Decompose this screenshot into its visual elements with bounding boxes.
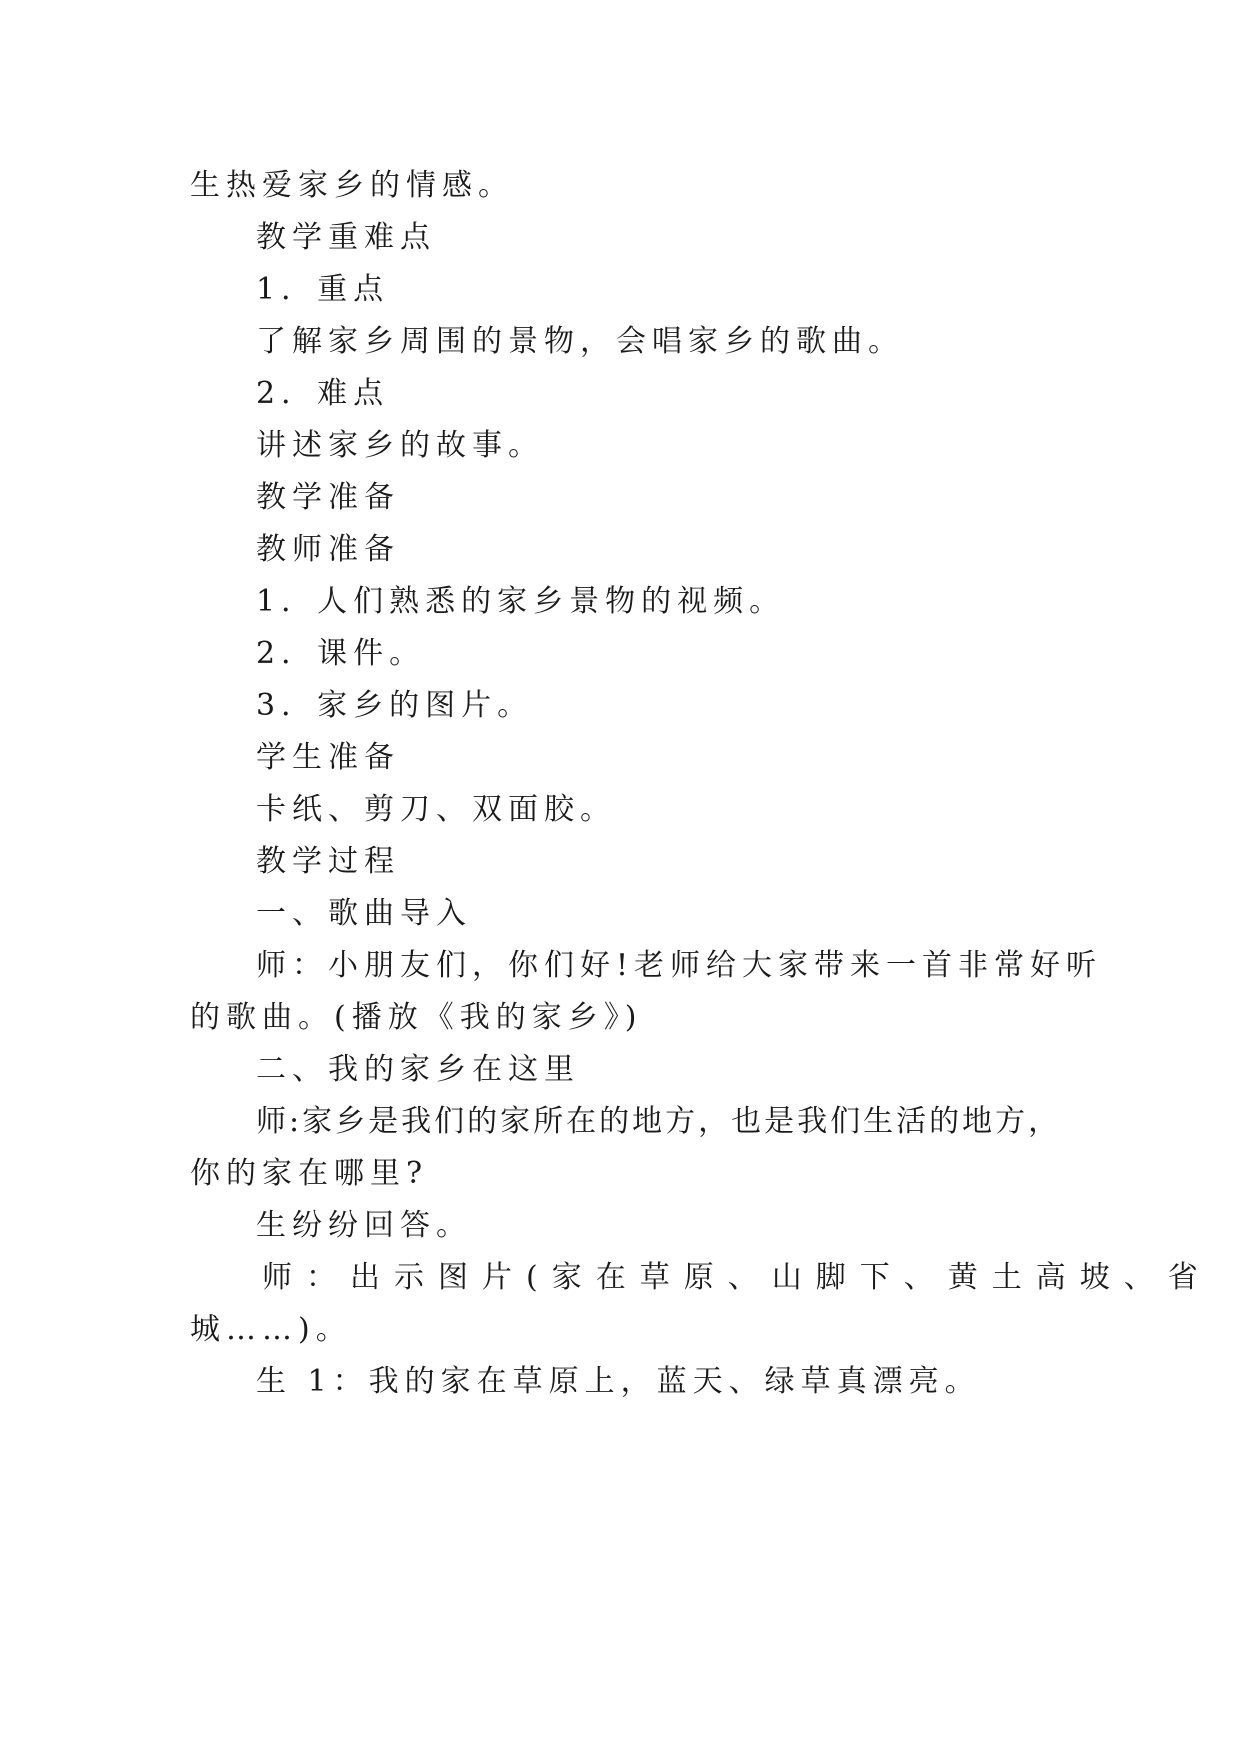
subsection-heading: 学生准备	[256, 740, 400, 775]
paragraph-line: 了解家乡周围的景物，会唱家乡的歌曲。	[256, 324, 904, 359]
paragraph-line: 生纷纷回答。	[256, 1208, 472, 1243]
paragraph-line: 城……)。	[190, 1312, 352, 1347]
subsection-heading: 2．难点	[256, 376, 390, 411]
section-heading: 教学重难点	[256, 220, 436, 255]
paragraph-line: 师：小朋友们，你们好!老师给大家带来一首非常好听	[256, 948, 1103, 983]
paragraph-line: 的歌曲。(播放《我的家乡》)	[190, 1000, 643, 1035]
paragraph-line: 生 1：我的家在草原上，蓝天、绿草真漂亮。	[256, 1364, 981, 1399]
subsection-heading: 一、歌曲导入	[256, 896, 472, 931]
section-heading: 教学过程	[256, 844, 400, 879]
paragraph-line: 卡纸、剪刀、双面胶。	[256, 792, 616, 827]
list-item: 3．家乡的图片。	[256, 688, 534, 723]
paragraph-line: 生热爱家乡的情感。	[190, 168, 514, 203]
list-item: 2．课件。	[256, 636, 426, 671]
paragraph-line: 师:家乡是我们的家所在的地方，也是我们生活的地方，	[256, 1104, 1062, 1139]
paragraph-line: 讲述家乡的故事。	[256, 428, 544, 463]
paragraph-line: 你的家在哪里?	[190, 1156, 429, 1191]
subsection-heading: 二、我的家乡在这里	[256, 1052, 580, 1087]
list-item: 1．人们熟悉的家乡景物的视频。	[256, 584, 786, 619]
subsection-heading: 教师准备	[256, 532, 400, 567]
paragraph-line: 师：出示图片(家在草原、山脚下、黄土高坡、省	[262, 1260, 1212, 1295]
subsection-heading: 1．重点	[256, 272, 390, 307]
section-heading: 教学准备	[256, 480, 400, 515]
